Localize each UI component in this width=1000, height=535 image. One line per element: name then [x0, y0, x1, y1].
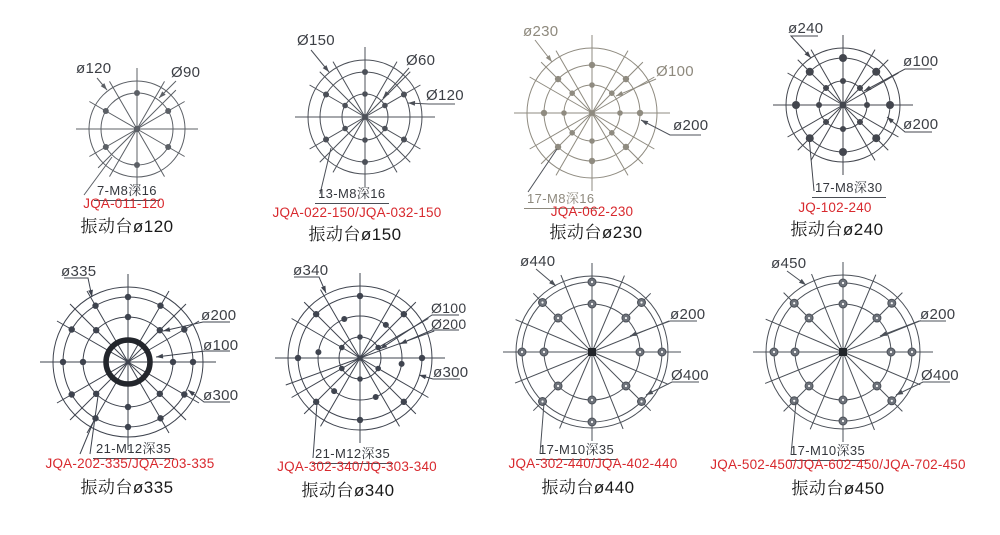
model-code: JQA-302-440/JQA-402-440	[508, 456, 678, 471]
dim-label-center-ring: ø100	[203, 337, 239, 354]
dim-label-bolt1: ø200	[670, 306, 706, 323]
table-title: 振动台ø120	[80, 217, 174, 236]
table-title: 振动台ø150	[308, 225, 402, 244]
dim-label-bolt1: ø200	[920, 306, 956, 323]
dim-label-bolt3: ø300	[433, 364, 469, 381]
model-code: JQA-302-340/JQ-303-340	[277, 459, 437, 474]
dim-label-bolt2: ø200	[903, 116, 939, 133]
dim-label-bolt2: Ø200	[431, 316, 467, 332]
dim-label-bolt2: Ø400	[921, 367, 959, 384]
thread-note: 13-M8深16	[315, 183, 389, 204]
dim-label-outer: ø440	[520, 253, 556, 270]
thread-note: 17-M8深16	[524, 188, 598, 209]
dim-label-outer: ø340	[293, 262, 329, 279]
table-title: 振动台ø340	[301, 481, 395, 500]
dim-label-bolt2: ø300	[203, 387, 239, 404]
dim-label-bolt1: ø100	[903, 53, 939, 70]
thread-note: 7-M8深16	[94, 180, 160, 201]
thread-note: 17-M10深35	[536, 439, 617, 460]
model-code: JQA-011-120	[83, 196, 165, 211]
dim-label-outer: ø335	[61, 263, 97, 280]
thread-note: 17-M8深30	[812, 177, 886, 198]
model-code: JQA-022-150/JQA-032-150	[272, 205, 442, 220]
table-title: 振动台ø440	[541, 478, 635, 497]
dim-label-bolt1: ø200	[201, 307, 237, 324]
table-title: 振动台ø240	[790, 220, 884, 239]
dim-label-outer: ø230	[523, 23, 559, 40]
table-title: 振动台ø450	[791, 479, 885, 498]
dim-label-bolt1: Ø60	[406, 52, 436, 69]
table-title: 振动台ø335	[80, 478, 174, 497]
model-code: JQA-062-230	[550, 204, 634, 219]
dim-label-bolt2: ø200	[673, 117, 709, 134]
dim-label-outer: ø240	[788, 20, 824, 37]
dim-label-outer: ø450	[771, 255, 807, 272]
dim-label-bolt2: Ø120	[426, 87, 464, 104]
model-code: JQA-502-450/JQA-602-450/JQA-702-450	[710, 457, 966, 472]
dim-label-bolt1: Ø100	[656, 63, 694, 80]
dim-label-bolt1: Ø90	[171, 64, 201, 81]
thread-note: 21-M12深35	[93, 438, 174, 459]
model-code: JQ-102-240	[798, 200, 872, 215]
dim-label-outer: Ø150	[297, 32, 335, 49]
thread-note: 17-M10深35	[787, 440, 868, 461]
dim-label-bolt2: Ø400	[671, 367, 709, 384]
model-code: JQA-202-335/JQA-203-335	[45, 456, 215, 471]
dim-label-bolt1: Ø100	[431, 300, 467, 316]
table-title: 振动台ø230	[549, 223, 643, 242]
thread-note: 21-M12深35	[312, 443, 393, 464]
dim-label-outer: ø120	[76, 60, 112, 77]
